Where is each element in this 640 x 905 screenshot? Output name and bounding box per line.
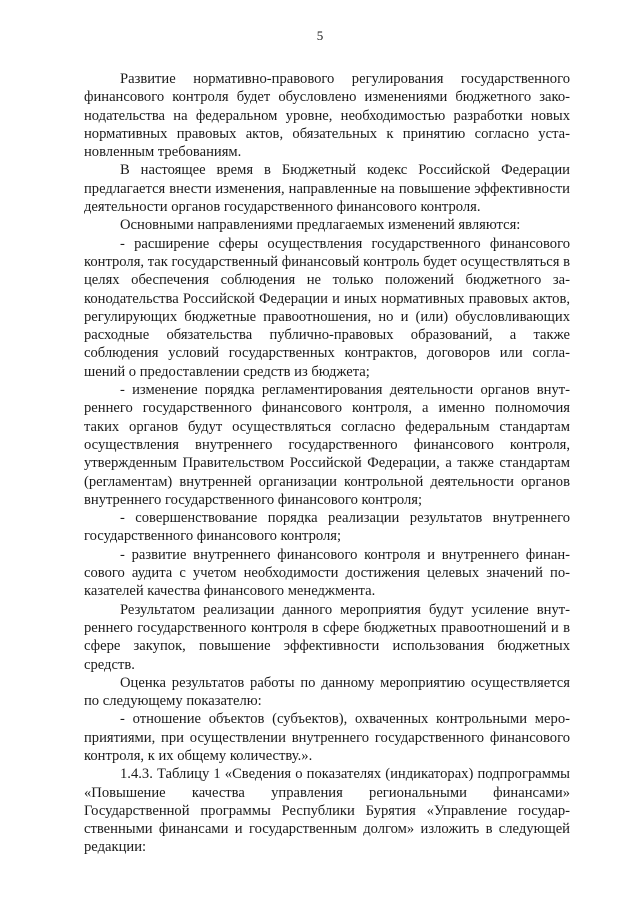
list-item-scope-expansion: - расширение сферы осуществления государственного финансового контроля, так государственный финансовый контроль будет осуществляться в целях обеспечения соблюдения не только положений бюджетного законодательства Российской Федерации и иных нормативных правовых актов, регулирующих бюджетные правоотношения, но и (или) обусловливающих расходные обязательства публично-правовых образований, а также соблюдения условий государственных контрактов, договоров или соглашений о предоставлении средств из бюджета; [84, 235, 570, 380]
list-item-indicator: - отношение объектов (субъектов), охваченных контрольными мероприятиями, при осуществлении внутреннего государственного финансового контроля, к их общему количеству.». [84, 711, 570, 764]
paragraph-regulation-development: Развитие нормативно-правового регулирования государственного финансового контроля будет обусловлено изменениями бюджетного законодательства на федеральном уровне, необходимостью разработки новых нормативных правовых актов, обязательных к принятию согласно установленным требованиям. [84, 71, 570, 161]
list-item-regulation-order: - изменение порядка регламентирования деятельности органов внутреннего государственного финансового контроля, а именно полномочия таких органов будут осуществляться согласно федеральным стандартам осуществления внутреннего государственного финансового контроля, утвержденным Правительством Российской Федерации, а также стандартам (регламентам) внутренней организации контрольной деятельности органов внутреннего государственного финансового контроля; [84, 382, 570, 508]
paragraph-evaluation: Оценка результатов работы по данному мероприятию осуществляется по следующему показателю: [84, 674, 570, 710]
paragraph-table-amendment: 1.4.3. Таблицу 1 «Сведения о показателях (индикаторах) подпрограммы «Повышение качества управления региональными финансами» Государственной программы Республики Бурятия «Управление государственными финансами и государственным долгом» изложить в следующей редакции: [84, 766, 570, 856]
paragraph-main-directions: Основными направлениями предлагаемых изменений являются: [120, 217, 521, 234]
paragraph-expected-result: Результатом реализации данного мероприятия будут усиление внутреннего государственного контроля в сфере бюджетных правоотношений и в сфере закупок, повышение эффективности использования бюджетных средств. [84, 601, 570, 673]
page-number: 5 [316, 28, 324, 43]
paragraph-budget-code-changes: В настоящее время в Бюджетный кодекс Российской Федерации предлагается внести изменения, направленные на повышение эффективности деятельности органов государственного финансового контроля. [84, 162, 570, 216]
list-item-results-implementation: - совершенствование порядка реализации результатов внутреннего государственного финансового контроля; [84, 510, 570, 545]
list-item-internal-audit: - развитие внутреннего финансового контроля и внутреннего финансового аудита с учетом необходимости достижения целевых значений показателей качества финансового менеджмента. [84, 546, 570, 600]
document-body [84, 70, 570, 857]
